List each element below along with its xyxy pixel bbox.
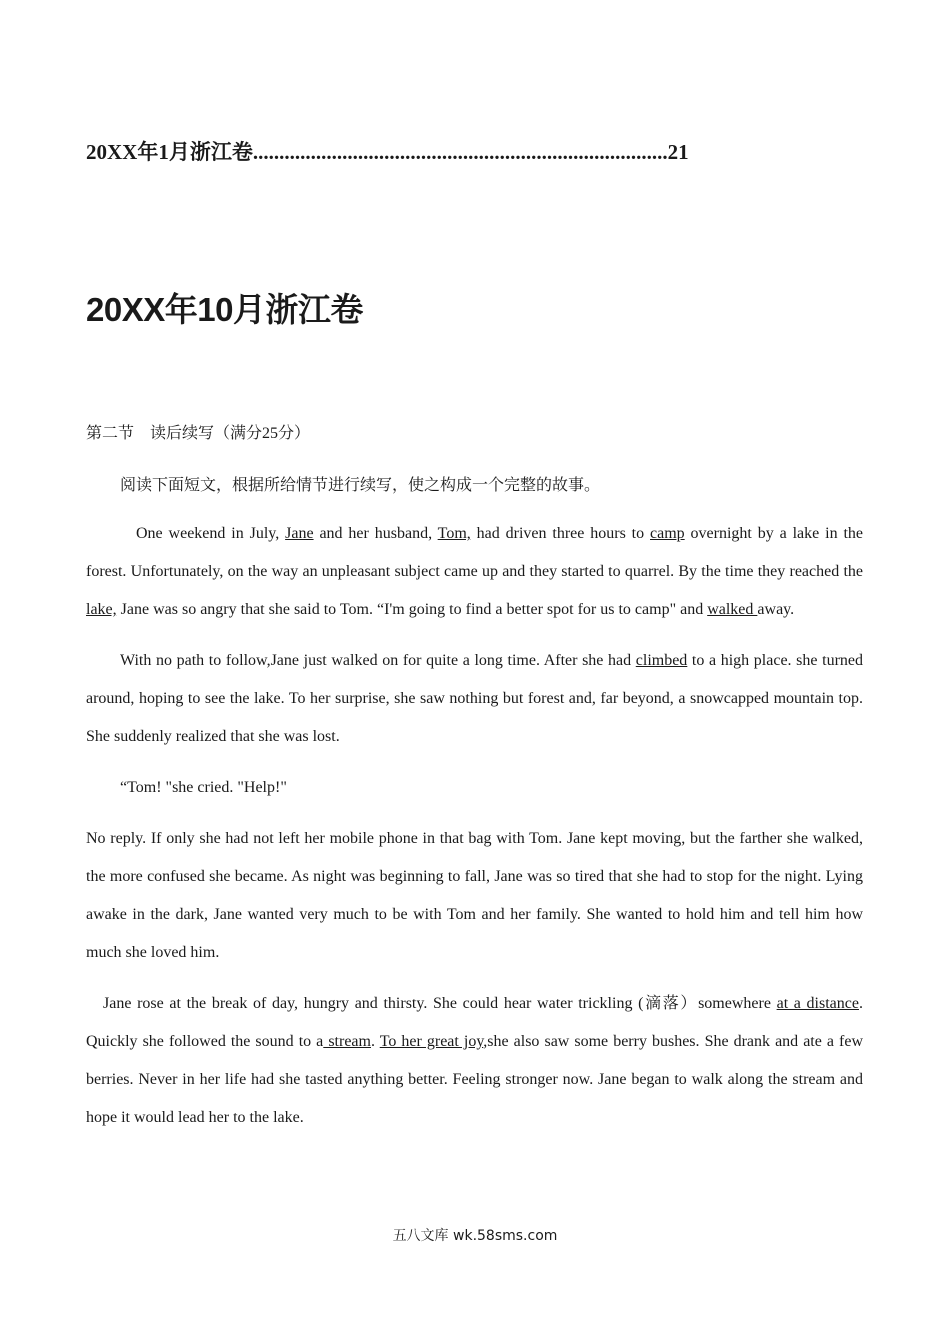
underlined-word: stream (323, 1033, 371, 1050)
text-run: away. (757, 601, 795, 618)
text-run: had driven three hours to (470, 525, 651, 542)
toc-entry[interactable] (86, 136, 766, 166)
text-run: . Quickly she followed the sound to a (86, 995, 863, 1050)
text-run: . (370, 1033, 380, 1050)
paragraph-2 (86, 642, 863, 756)
toc-leader-dots: ............................................................................... (252, 140, 668, 164)
text-run: One weekend in July, (136, 525, 286, 542)
text-run: and her husband, (313, 525, 438, 542)
story-text (86, 515, 863, 1150)
toc-page-number: 21 (667, 140, 689, 164)
text-run: With no path to follow,Jane just walked on for quite a long time. After she had (120, 652, 636, 669)
text-run: Jane rose at the break of day, hungry and thirsty. She could hear water trickling (滴落）somewhere (103, 995, 777, 1012)
paragraph-3: “Tom! "she cried. "Help!" (120, 779, 287, 796)
underlined-word: lake, (86, 601, 117, 618)
text-run: ,she also saw some berry bushes. She drank and ate a few berries. Never in her life had she tasted anything better. Feeling stronger now. Jane began to walk along the stream and hope it would lead her to the lake. (86, 1033, 864, 1126)
text-run: overnight by a lake in the forest. Unfortunately, on the way an unpleasant subject came up and they started to quarrel. By the time they reached the (86, 525, 864, 580)
text-run: Jane was so angry that she said to Tom. “I'm going to find a better spot for us to camp" and (116, 601, 708, 618)
paragraph-5 (86, 985, 863, 1137)
instruction-text: 阅读下面短文，根据所给情节进行续写，使之构成一个完整的故事。 (120, 477, 601, 494)
section-label: 第二节 读后续写（满分25分） (86, 425, 311, 442)
underlined-phrase: To her great joy (379, 1033, 484, 1050)
underlined-phrase: at a distance (776, 995, 859, 1012)
paragraph-1 (86, 515, 863, 629)
page-footer: 五八文库 wk.58sms.com (392, 1228, 558, 1244)
text-run: to a high place. she turned around, hoping to see the lake. To her surprise, she saw nothing but forest and, far beyond, a snowcapped mountain top. She suddenly realized that she was lost. (86, 652, 864, 745)
toc-entry-title: 20XX年1月浙江卷 (86, 140, 253, 164)
underlined-word: Tom, (437, 525, 471, 542)
paragraph-4: No reply. If only she had not left her mobile phone in that bag with Tom. Jane kept moving, but the farther she walked, the more confused she became. As night was beginning to fall, Jane was so tired that she had to stop for the night. Lying awake in the dark, Jane wanted very much to be with Tom and her family. She wanted to hold him and tell him how much she loved him. (86, 830, 863, 961)
underlined-word: walked (707, 601, 758, 618)
section-heading: 20XX年10月浙江卷 (86, 291, 363, 328)
underlined-word: camp (650, 525, 685, 542)
underlined-word: Jane (285, 525, 314, 542)
underlined-word: climbed (635, 652, 688, 669)
